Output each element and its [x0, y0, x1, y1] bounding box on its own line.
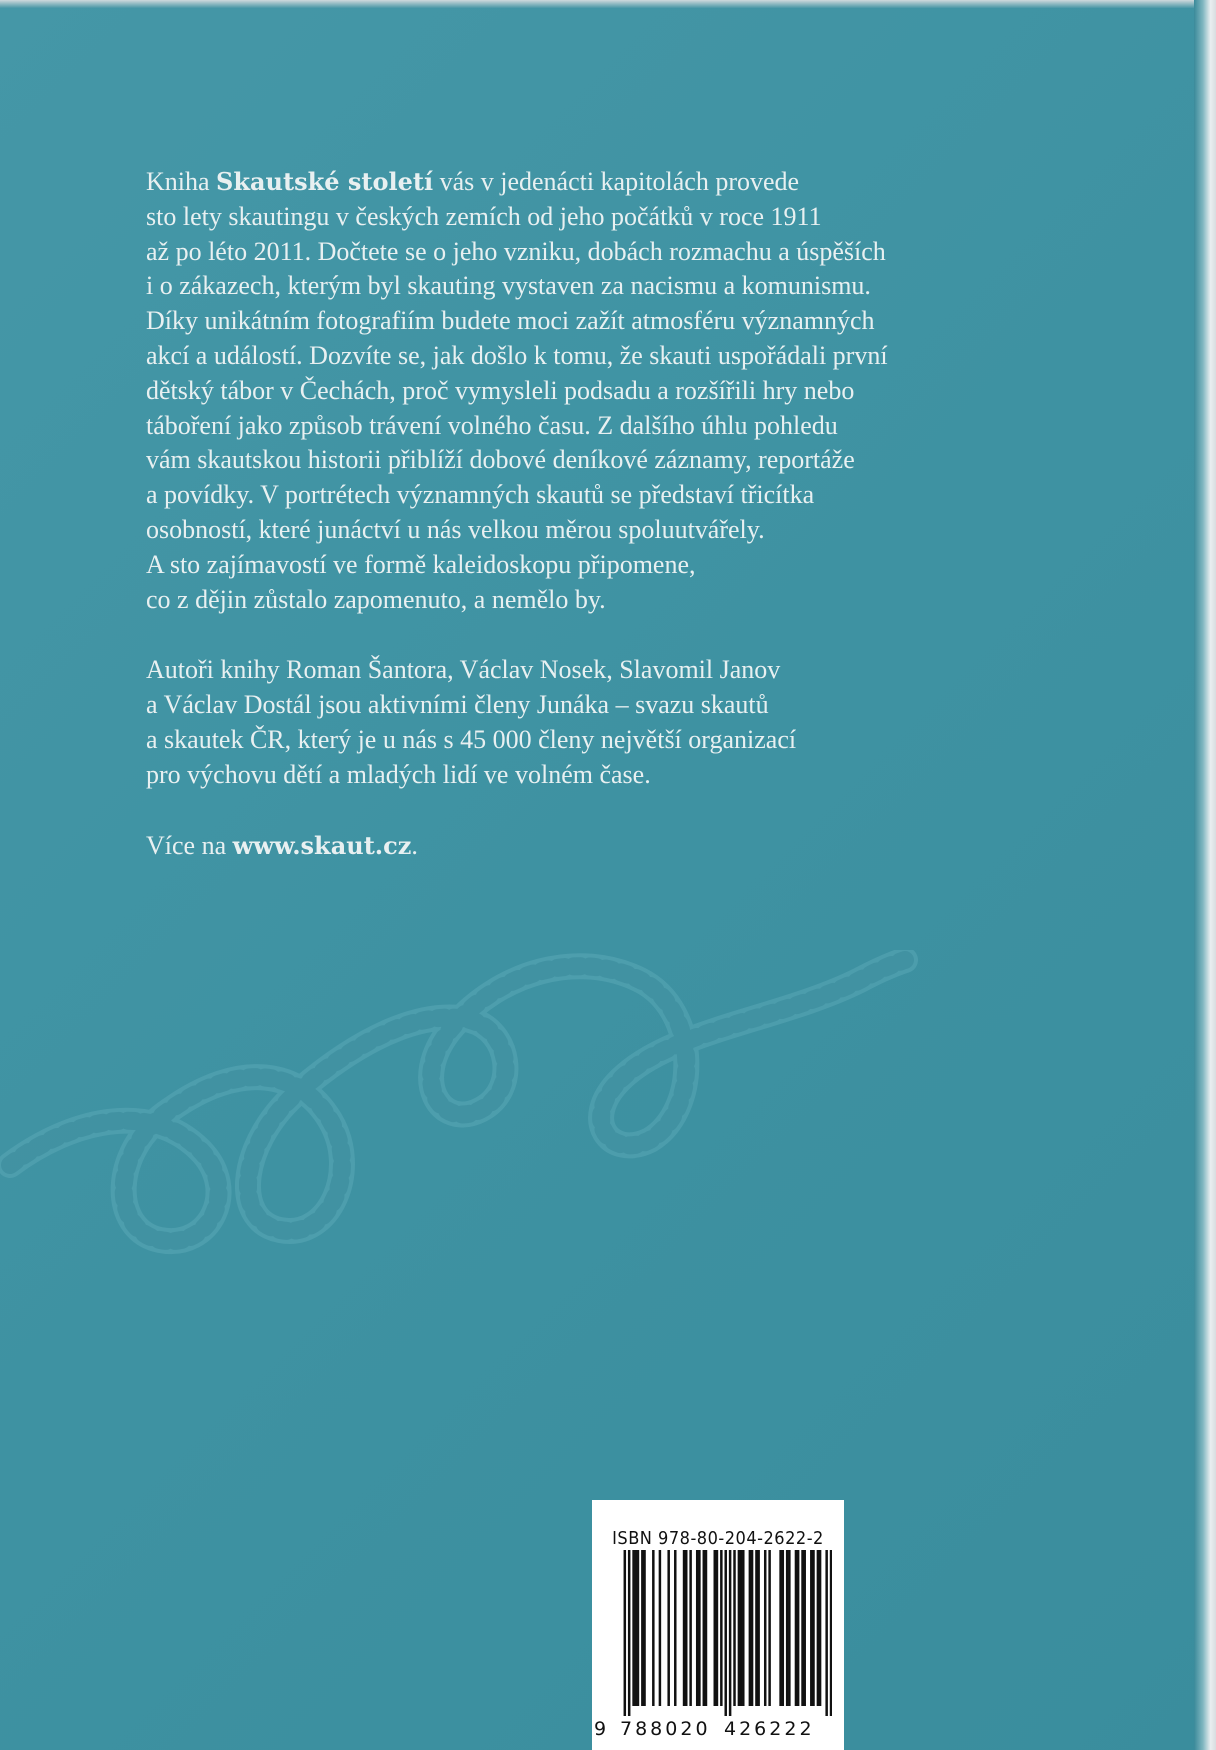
- barcode-bar: [797, 1550, 799, 1706]
- barcode-bar: [801, 1550, 803, 1706]
- barcode-bar: [738, 1550, 740, 1706]
- blurb-line: akcí a událostí. Dozvíte se, jak došlo k tomu, že skauti uspořádali první: [146, 340, 888, 370]
- barcode-bar: [825, 1550, 827, 1716]
- barcode-bar: [788, 1550, 790, 1706]
- cover-top-edge: [0, 0, 1216, 8]
- barcode-bar: [751, 1550, 753, 1706]
- barcode-bar: [795, 1550, 797, 1706]
- barcode-bar: [817, 1550, 819, 1706]
- cover-right-edge: [1194, 0, 1216, 1750]
- barcode-bar: [768, 1550, 770, 1706]
- blurb-line: sto lety skautingu v českých zemích od jeho počátků v roce 1911: [146, 201, 822, 231]
- barcode-bar: [667, 1550, 669, 1706]
- barcode-bar: [643, 1550, 645, 1706]
- barcode-bar: [724, 1550, 726, 1716]
- blurb-line: a povídky. V portrétech významných skautů se představí třicítka: [146, 480, 815, 510]
- barcode-bar: [812, 1550, 814, 1706]
- barcode-bar: [782, 1550, 784, 1706]
- blurb-line: až po léto 2011. Dočtete se o jeho vzniku, dobách rozmachu a úspěších: [146, 236, 886, 266]
- barcode-bar: [733, 1550, 735, 1706]
- website-line: Více na www.skaut.cz.: [146, 830, 418, 860]
- embossed-rope-illustration: [0, 950, 920, 1370]
- authors-line: a skautek ČR, který je u nás s 45 000 členy největší organizací: [146, 724, 797, 754]
- blurb-line: A sto zajímavostí ve formě kaleidoskopu připomene,: [146, 549, 696, 579]
- barcode-bar: [632, 1550, 634, 1706]
- barcode-bar: [819, 1550, 821, 1706]
- blurb-line: osobností, které junáctví u nás velkou měrou spoluutvářely.: [146, 514, 765, 544]
- blurb-line: vám skautskou historii přiblíží dobové deníkové záznamy, reportáže: [146, 445, 855, 475]
- barcode-bar: [652, 1550, 654, 1706]
- authors-line: Autoři knihy Roman Šantora, Václav Nosek, Slavomil Janov: [146, 655, 781, 685]
- barcode-bar: [683, 1550, 685, 1706]
- blurb-paragraph-1: [146, 165, 1046, 617]
- website-link[interactable]: www.skaut.cz: [232, 830, 412, 860]
- blurb-line: co z dějin zůstalo zapomenuto, a nemělo by.: [146, 584, 606, 614]
- barcode-bar: [714, 1550, 716, 1706]
- blurb-line: dětský tábor v Čechách, proč vymysleli podsadu a rozšířili hry nebo: [146, 375, 855, 405]
- barcode-bar: [637, 1550, 639, 1706]
- barcode-bar: [659, 1550, 661, 1706]
- barcode-bar: [729, 1550, 731, 1716]
- barcode-bar: [757, 1550, 759, 1706]
- barcode-bar: [628, 1550, 630, 1716]
- authors-line: pro výchovu dětí a mladých lidí ve volném čase.: [146, 759, 651, 789]
- barcode-bar: [720, 1550, 722, 1706]
- barcode-bar: [810, 1550, 812, 1706]
- barcode-bar: [674, 1550, 676, 1706]
- barcode-bar: [749, 1550, 751, 1706]
- barcode-bar: [742, 1550, 744, 1706]
- blurb-paragraph-2: [146, 653, 1046, 792]
- isbn-label: ISBN 978-80-204-2622-2: [612, 1528, 824, 1549]
- ean-first-digit: 9: [594, 1718, 607, 1740]
- barcode-bar: [635, 1550, 637, 1706]
- blurb-text: [146, 165, 1046, 899]
- isbn-barcode: [592, 1500, 844, 1750]
- barcode-bar: [703, 1550, 705, 1706]
- book-title: Skautské století: [216, 167, 434, 196]
- barcode-bar: [624, 1550, 626, 1716]
- blurb-line: Kniha Skautské století vás v jedenácti kapitolách provede: [146, 167, 800, 196]
- barcode-bar: [803, 1550, 805, 1706]
- ean-right-digits: 426222: [724, 1718, 815, 1740]
- barcode-bar: [696, 1550, 698, 1706]
- blurb-paragraph-3: [146, 829, 1046, 864]
- barcode-bar: [716, 1550, 718, 1706]
- blurb-line: Díky unikátním fotografiím budete moci zažít atmosféru významných: [146, 306, 875, 336]
- barcode-bars: [606, 1550, 832, 1716]
- barcode-bar: [698, 1550, 700, 1706]
- barcode-bar: [689, 1550, 691, 1706]
- authors-line: a Václav Dostál jsou aktivními členy Junáka – svazu skautů: [146, 690, 769, 720]
- barcode-bar: [779, 1550, 781, 1706]
- barcode-bar: [755, 1550, 757, 1706]
- barcode-bar: [830, 1550, 832, 1716]
- barcode-bar: [685, 1550, 687, 1706]
- barcode-bar: [786, 1550, 788, 1706]
- barcode-bar: [740, 1550, 742, 1706]
- ean-left-digits: 788020: [620, 1718, 711, 1740]
- barcode-bar: [764, 1550, 766, 1706]
- blurb-line: táboření jako způsob trávení volného času. Z dalšího úhlu pohledu: [146, 410, 838, 440]
- barcode-bar: [641, 1550, 643, 1706]
- barcode-bar: [705, 1550, 707, 1706]
- blurb-line: i o zákazech, kterým byl skauting vystaven za nacismu a komunismu.: [146, 271, 871, 301]
